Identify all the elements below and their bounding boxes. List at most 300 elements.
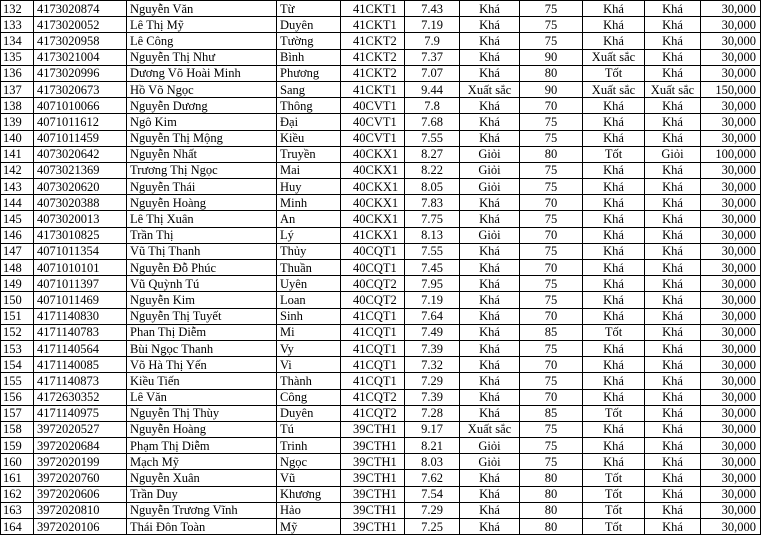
- row-number-cell: 139: [1, 114, 34, 130]
- gpa-cell: 7.45: [405, 260, 460, 276]
- first-name-cell: Truyền: [277, 146, 341, 162]
- gpa-cell: 8.21: [405, 438, 460, 454]
- last-middle-name-cell: Trần Thị: [127, 227, 277, 243]
- row-number-cell: 147: [1, 243, 34, 259]
- amount-cell: 30,000: [701, 324, 761, 340]
- first-name-cell: Vy: [277, 340, 341, 356]
- final-rank-cell: Khá: [645, 502, 701, 518]
- student-id-cell: 4071010066: [34, 98, 127, 114]
- final-rank-cell: Khá: [645, 162, 701, 178]
- last-middle-name-cell: Nguyễn Thị Thùy: [127, 405, 277, 421]
- class-cell: 41CKT2: [341, 65, 405, 81]
- row-number-cell: 159: [1, 438, 34, 454]
- conduct-rank-cell: Khá: [583, 276, 645, 292]
- gpa-cell: 7.62: [405, 470, 460, 486]
- final-rank-cell: Khá: [645, 114, 701, 130]
- class-cell: 41CQT1: [341, 357, 405, 373]
- conduct-score-cell: 80: [520, 519, 583, 535]
- last-middle-name-cell: Lê Thị Mỹ: [127, 17, 277, 33]
- conduct-score-cell: 70: [520, 195, 583, 211]
- student-id-cell: 4171140085: [34, 357, 127, 373]
- table-row: [1, 195, 761, 211]
- amount-cell: 30,000: [701, 519, 761, 535]
- academic-rank-cell: Khá: [460, 373, 520, 389]
- row-number-cell: 152: [1, 324, 34, 340]
- student-id-cell: 4071011612: [34, 114, 127, 130]
- first-name-cell: Mỹ: [277, 519, 341, 535]
- conduct-rank-cell: Khá: [583, 260, 645, 276]
- conduct-rank-cell: Khá: [583, 130, 645, 146]
- gpa-cell: 7.32: [405, 357, 460, 373]
- row-number-cell: 153: [1, 340, 34, 356]
- first-name-cell: Thông: [277, 98, 341, 114]
- conduct-score-cell: 75: [520, 130, 583, 146]
- conduct-score-cell: 80: [520, 486, 583, 502]
- last-middle-name-cell: Lê Thị Xuân: [127, 211, 277, 227]
- class-cell: 40CVT1: [341, 98, 405, 114]
- class-cell: 41CKX1: [341, 227, 405, 243]
- conduct-rank-cell: Khá: [583, 421, 645, 437]
- gpa-cell: 7.9: [405, 33, 460, 49]
- student-id-cell: 4173021004: [34, 49, 127, 65]
- table-row: [1, 114, 761, 130]
- academic-rank-cell: Giỏi: [460, 438, 520, 454]
- final-rank-cell: Khá: [645, 130, 701, 146]
- class-cell: 40CKX1: [341, 179, 405, 195]
- conduct-rank-cell: Tốt: [583, 470, 645, 486]
- first-name-cell: Bình: [277, 49, 341, 65]
- table-row: [1, 373, 761, 389]
- table-row: [1, 211, 761, 227]
- conduct-score-cell: 70: [520, 260, 583, 276]
- gpa-cell: 7.68: [405, 114, 460, 130]
- student-id-cell: 3972020810: [34, 502, 127, 518]
- table-row: [1, 243, 761, 259]
- conduct-score-cell: 75: [520, 421, 583, 437]
- amount-cell: 30,000: [701, 243, 761, 259]
- first-name-cell: Tú: [277, 421, 341, 437]
- gpa-cell: 7.75: [405, 211, 460, 227]
- amount-cell: 30,000: [701, 130, 761, 146]
- gpa-cell: 8.03: [405, 454, 460, 470]
- academic-rank-cell: Xuất sắc: [460, 421, 520, 437]
- class-cell: 41CQT2: [341, 405, 405, 421]
- last-middle-name-cell: Trần Duy: [127, 486, 277, 502]
- academic-rank-cell: Khá: [460, 308, 520, 324]
- amount-cell: 30,000: [701, 373, 761, 389]
- class-cell: 41CQT2: [341, 389, 405, 405]
- row-number-cell: 160: [1, 454, 34, 470]
- last-middle-name-cell: Ngô Kim: [127, 114, 277, 130]
- student-id-cell: 3972020199: [34, 454, 127, 470]
- class-cell: 39CTH1: [341, 438, 405, 454]
- conduct-rank-cell: Khá: [583, 17, 645, 33]
- student-id-cell: 3972020527: [34, 421, 127, 437]
- amount-cell: 30,000: [701, 260, 761, 276]
- student-id-cell: 4073020388: [34, 195, 127, 211]
- academic-rank-cell: Khá: [460, 17, 520, 33]
- gpa-cell: 7.64: [405, 308, 460, 324]
- row-number-cell: 146: [1, 227, 34, 243]
- academic-rank-cell: Khá: [460, 292, 520, 308]
- last-middle-name-cell: Nguyễn Xuân: [127, 470, 277, 486]
- row-number-cell: 142: [1, 162, 34, 178]
- final-rank-cell: Khá: [645, 243, 701, 259]
- table-row: [1, 33, 761, 49]
- amount-cell: 30,000: [701, 438, 761, 454]
- class-cell: 40CKX1: [341, 146, 405, 162]
- class-cell: 41CKT2: [341, 49, 405, 65]
- academic-rank-cell: Khá: [460, 1, 520, 17]
- first-name-cell: Kiều: [277, 130, 341, 146]
- conduct-score-cell: 90: [520, 49, 583, 65]
- table-row: [1, 292, 761, 308]
- final-rank-cell: Khá: [645, 1, 701, 17]
- final-rank-cell: Khá: [645, 260, 701, 276]
- conduct-rank-cell: Khá: [583, 1, 645, 17]
- final-rank-cell: Khá: [645, 276, 701, 292]
- student-id-cell: 4172630352: [34, 389, 127, 405]
- academic-rank-cell: Xuất sắc: [460, 81, 520, 97]
- last-middle-name-cell: Lê Văn: [127, 389, 277, 405]
- class-cell: 41CKT1: [341, 81, 405, 97]
- conduct-score-cell: 85: [520, 405, 583, 421]
- conduct-rank-cell: Tốt: [583, 324, 645, 340]
- class-cell: 40CVT1: [341, 114, 405, 130]
- amount-cell: 30,000: [701, 98, 761, 114]
- first-name-cell: An: [277, 211, 341, 227]
- student-id-cell: 4071011469: [34, 292, 127, 308]
- final-rank-cell: Khá: [645, 389, 701, 405]
- first-name-cell: Duyên: [277, 17, 341, 33]
- final-rank-cell: Khá: [645, 438, 701, 454]
- row-number-cell: 148: [1, 260, 34, 276]
- gpa-cell: 7.55: [405, 243, 460, 259]
- table-row: [1, 1, 761, 17]
- table-body: [1, 1, 761, 535]
- row-number-cell: 140: [1, 130, 34, 146]
- conduct-score-cell: 75: [520, 454, 583, 470]
- gpa-cell: 7.28: [405, 405, 460, 421]
- final-rank-cell: Khá: [645, 179, 701, 195]
- row-number-cell: 158: [1, 421, 34, 437]
- last-middle-name-cell: Nguyễn Hoàng: [127, 421, 277, 437]
- table-row: [1, 98, 761, 114]
- conduct-rank-cell: Khá: [583, 308, 645, 324]
- class-cell: 40CQT1: [341, 260, 405, 276]
- last-middle-name-cell: Nguyễn Thị Mộng: [127, 130, 277, 146]
- amount-cell: 30,000: [701, 17, 761, 33]
- table-row: [1, 162, 761, 178]
- conduct-score-cell: 75: [520, 340, 583, 356]
- academic-rank-cell: Giỏi: [460, 146, 520, 162]
- last-middle-name-cell: Hồ Võ Ngọc: [127, 81, 277, 97]
- academic-rank-cell: Giỏi: [460, 179, 520, 195]
- class-cell: 41CQT1: [341, 340, 405, 356]
- first-name-cell: Thuần: [277, 260, 341, 276]
- first-name-cell: Thành: [277, 373, 341, 389]
- student-id-cell: 4173020673: [34, 81, 127, 97]
- gpa-cell: 8.13: [405, 227, 460, 243]
- student-id-cell: 4171140830: [34, 308, 127, 324]
- class-cell: 41CKT2: [341, 33, 405, 49]
- row-number-cell: 132: [1, 1, 34, 17]
- first-name-cell: Huy: [277, 179, 341, 195]
- final-rank-cell: Khá: [645, 454, 701, 470]
- last-middle-name-cell: Nguyễn Đỗ Phúc: [127, 260, 277, 276]
- gpa-cell: 7.39: [405, 340, 460, 356]
- academic-rank-cell: Khá: [460, 389, 520, 405]
- conduct-score-cell: 75: [520, 179, 583, 195]
- conduct-rank-cell: Khá: [583, 389, 645, 405]
- conduct-rank-cell: Khá: [583, 243, 645, 259]
- last-middle-name-cell: Nguyễn Hoàng: [127, 195, 277, 211]
- class-cell: 39CTH1: [341, 470, 405, 486]
- final-rank-cell: Khá: [645, 49, 701, 65]
- amount-cell: 30,000: [701, 276, 761, 292]
- table-row: [1, 179, 761, 195]
- row-number-cell: 156: [1, 389, 34, 405]
- table-row: [1, 389, 761, 405]
- academic-rank-cell: Khá: [460, 211, 520, 227]
- final-rank-cell: Khá: [645, 340, 701, 356]
- table-row: [1, 421, 761, 437]
- class-cell: 39CTH1: [341, 502, 405, 518]
- student-id-cell: 4071010101: [34, 260, 127, 276]
- academic-rank-cell: Khá: [460, 243, 520, 259]
- class-cell: 40CKX1: [341, 162, 405, 178]
- academic-rank-cell: Khá: [460, 65, 520, 81]
- last-middle-name-cell: Lê Công: [127, 33, 277, 49]
- gpa-cell: 7.37: [405, 49, 460, 65]
- last-middle-name-cell: Nguyễn Thái: [127, 179, 277, 195]
- table-row: [1, 308, 761, 324]
- final-rank-cell: Khá: [645, 421, 701, 437]
- class-cell: 39CTH1: [341, 454, 405, 470]
- conduct-score-cell: 80: [520, 65, 583, 81]
- amount-cell: 30,000: [701, 292, 761, 308]
- gpa-cell: 8.22: [405, 162, 460, 178]
- conduct-rank-cell: Khá: [583, 179, 645, 195]
- row-number-cell: 149: [1, 276, 34, 292]
- final-rank-cell: Khá: [645, 33, 701, 49]
- student-id-cell: 4073020642: [34, 146, 127, 162]
- final-rank-cell: Khá: [645, 227, 701, 243]
- conduct-score-cell: 85: [520, 324, 583, 340]
- last-middle-name-cell: Nguyễn Trương Vĩnh: [127, 502, 277, 518]
- amount-cell: 30,000: [701, 114, 761, 130]
- conduct-rank-cell: Khá: [583, 454, 645, 470]
- conduct-rank-cell: Tốt: [583, 502, 645, 518]
- table-row: [1, 276, 761, 292]
- final-rank-cell: Khá: [645, 17, 701, 33]
- first-name-cell: Vũ: [277, 470, 341, 486]
- class-cell: 41CQT1: [341, 308, 405, 324]
- conduct-score-cell: 70: [520, 98, 583, 114]
- final-rank-cell: Khá: [645, 195, 701, 211]
- gpa-cell: 7.83: [405, 195, 460, 211]
- first-name-cell: Khương: [277, 486, 341, 502]
- final-rank-cell: Khá: [645, 211, 701, 227]
- first-name-cell: Vi: [277, 357, 341, 373]
- conduct-score-cell: 70: [520, 227, 583, 243]
- student-id-cell: 4173020958: [34, 33, 127, 49]
- first-name-cell: Ngọc: [277, 454, 341, 470]
- class-cell: 40CKX1: [341, 211, 405, 227]
- final-rank-cell: Khá: [645, 308, 701, 324]
- class-cell: 41CQT1: [341, 324, 405, 340]
- final-rank-cell: Khá: [645, 373, 701, 389]
- academic-rank-cell: Khá: [460, 357, 520, 373]
- table-row: [1, 438, 761, 454]
- amount-cell: 30,000: [701, 308, 761, 324]
- student-id-cell: 4173020874: [34, 1, 127, 17]
- row-number-cell: 134: [1, 33, 34, 49]
- student-id-cell: 3972020106: [34, 519, 127, 535]
- last-middle-name-cell: Nguyễn Nhất: [127, 146, 277, 162]
- first-name-cell: Sinh: [277, 308, 341, 324]
- amount-cell: 30,000: [701, 33, 761, 49]
- row-number-cell: 155: [1, 373, 34, 389]
- final-rank-cell: Khá: [645, 292, 701, 308]
- row-number-cell: 154: [1, 357, 34, 373]
- gpa-cell: 7.49: [405, 324, 460, 340]
- conduct-rank-cell: Khá: [583, 340, 645, 356]
- conduct-score-cell: 75: [520, 438, 583, 454]
- conduct-score-cell: 75: [520, 292, 583, 308]
- last-middle-name-cell: Phạm Thị Diễm: [127, 438, 277, 454]
- first-name-cell: Loan: [277, 292, 341, 308]
- row-number-cell: 138: [1, 98, 34, 114]
- conduct-score-cell: 75: [520, 114, 583, 130]
- final-rank-cell: Khá: [645, 65, 701, 81]
- table-row: [1, 227, 761, 243]
- amount-cell: 150,000: [701, 81, 761, 97]
- conduct-score-cell: 80: [520, 502, 583, 518]
- conduct-rank-cell: Xuất sắc: [583, 81, 645, 97]
- gpa-cell: 7.39: [405, 389, 460, 405]
- last-middle-name-cell: Thái Đôn Toàn: [127, 519, 277, 535]
- first-name-cell: Phương: [277, 65, 341, 81]
- conduct-rank-cell: Tốt: [583, 146, 645, 162]
- final-rank-cell: Khá: [645, 405, 701, 421]
- conduct-rank-cell: Khá: [583, 211, 645, 227]
- gpa-cell: 7.8: [405, 98, 460, 114]
- conduct-rank-cell: Khá: [583, 114, 645, 130]
- gpa-cell: 7.19: [405, 17, 460, 33]
- gpa-cell: 8.05: [405, 179, 460, 195]
- amount-cell: 30,000: [701, 179, 761, 195]
- final-rank-cell: Khá: [645, 98, 701, 114]
- amount-cell: 30,000: [701, 502, 761, 518]
- conduct-score-cell: 75: [520, 276, 583, 292]
- amount-cell: 30,000: [701, 486, 761, 502]
- gpa-cell: 7.29: [405, 502, 460, 518]
- gpa-cell: 7.07: [405, 65, 460, 81]
- student-id-cell: 3972020684: [34, 438, 127, 454]
- conduct-score-cell: 80: [520, 470, 583, 486]
- first-name-cell: Duyên: [277, 405, 341, 421]
- conduct-rank-cell: Khá: [583, 195, 645, 211]
- class-cell: 39CTH1: [341, 486, 405, 502]
- amount-cell: 30,000: [701, 421, 761, 437]
- row-number-cell: 133: [1, 17, 34, 33]
- student-id-cell: 4173020052: [34, 17, 127, 33]
- row-number-cell: 144: [1, 195, 34, 211]
- table-row: [1, 502, 761, 518]
- academic-rank-cell: Khá: [460, 130, 520, 146]
- final-rank-cell: Xuất sắc: [645, 81, 701, 97]
- conduct-score-cell: 75: [520, 17, 583, 33]
- conduct-score-cell: 70: [520, 308, 583, 324]
- student-id-cell: 4071011397: [34, 276, 127, 292]
- conduct-rank-cell: Khá: [583, 357, 645, 373]
- academic-rank-cell: Khá: [460, 340, 520, 356]
- first-name-cell: Công: [277, 389, 341, 405]
- student-id-cell: 4073020013: [34, 211, 127, 227]
- class-cell: 41CQT1: [341, 373, 405, 389]
- conduct-score-cell: 75: [520, 1, 583, 17]
- gpa-cell: 9.44: [405, 81, 460, 97]
- last-middle-name-cell: Dương Võ Hoài Minh: [127, 65, 277, 81]
- conduct-score-cell: 70: [520, 389, 583, 405]
- table-row: [1, 324, 761, 340]
- academic-rank-cell: Khá: [460, 114, 520, 130]
- conduct-score-cell: 75: [520, 373, 583, 389]
- table-row: [1, 519, 761, 535]
- row-number-cell: 145: [1, 211, 34, 227]
- amount-cell: 30,000: [701, 227, 761, 243]
- student-id-cell: 4171140783: [34, 324, 127, 340]
- amount-cell: 30,000: [701, 211, 761, 227]
- gpa-cell: 7.43: [405, 1, 460, 17]
- student-id-cell: 4173010825: [34, 227, 127, 243]
- academic-rank-cell: Giỏi: [460, 454, 520, 470]
- academic-rank-cell: Khá: [460, 502, 520, 518]
- last-middle-name-cell: Vũ Quỳnh Tú: [127, 276, 277, 292]
- amount-cell: 30,000: [701, 1, 761, 17]
- table-row: [1, 486, 761, 502]
- academic-rank-cell: Khá: [460, 195, 520, 211]
- gpa-cell: 8.27: [405, 146, 460, 162]
- last-middle-name-cell: Bùi Ngọc Thanh: [127, 340, 277, 356]
- amount-cell: 30,000: [701, 357, 761, 373]
- class-cell: 40CQT1: [341, 243, 405, 259]
- gpa-cell: 7.25: [405, 519, 460, 535]
- row-number-cell: 161: [1, 470, 34, 486]
- academic-rank-cell: Khá: [460, 405, 520, 421]
- final-rank-cell: Khá: [645, 519, 701, 535]
- academic-rank-cell: Khá: [460, 324, 520, 340]
- conduct-rank-cell: Tốt: [583, 519, 645, 535]
- first-name-cell: Đại: [277, 114, 341, 130]
- conduct-rank-cell: Khá: [583, 292, 645, 308]
- student-id-cell: 4171140975: [34, 405, 127, 421]
- conduct-rank-cell: Khá: [583, 98, 645, 114]
- academic-rank-cell: Khá: [460, 470, 520, 486]
- row-number-cell: 135: [1, 49, 34, 65]
- conduct-score-cell: 70: [520, 357, 583, 373]
- amount-cell: 30,000: [701, 470, 761, 486]
- conduct-rank-cell: Tốt: [583, 65, 645, 81]
- table-row: [1, 454, 761, 470]
- row-number-cell: 150: [1, 292, 34, 308]
- academic-rank-cell: Khá: [460, 49, 520, 65]
- final-rank-cell: Khá: [645, 470, 701, 486]
- gpa-cell: 7.55: [405, 130, 460, 146]
- last-middle-name-cell: Nguyễn Kim: [127, 292, 277, 308]
- last-middle-name-cell: Trương Thị Ngọc: [127, 162, 277, 178]
